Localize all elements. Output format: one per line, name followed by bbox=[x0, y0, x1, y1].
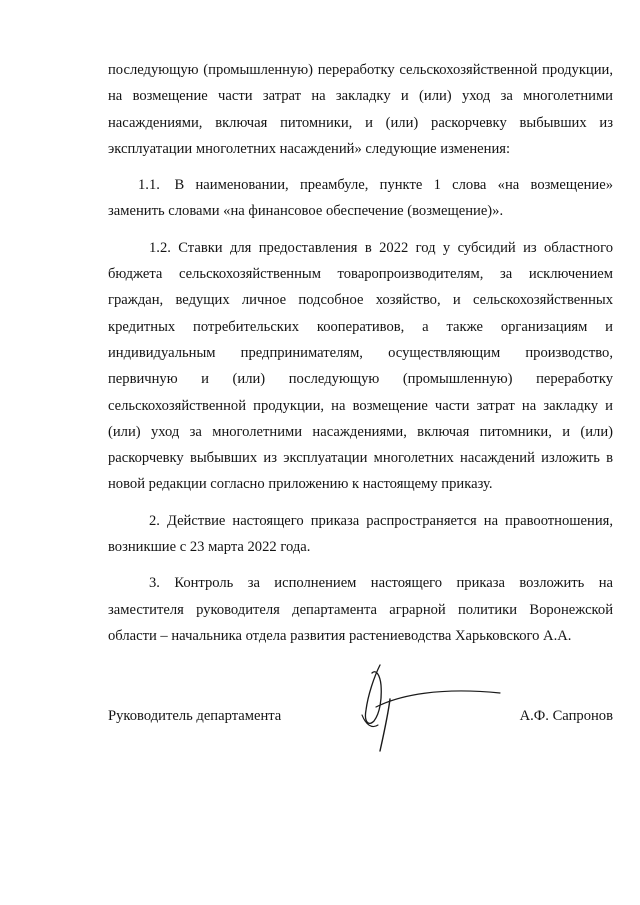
signatory-position: Руководитель департамента bbox=[108, 708, 282, 724]
handwritten-signature bbox=[350, 655, 520, 755]
paragraph-clause-2: 2. Действие настоящего приказа распространяется на правоотношения, возникшие с 23 марта 2022 года. bbox=[108, 512, 613, 556]
paragraph-clause-1-2: 1.2. Ставки для предоставления в 2022 год у субсидий из областного бюджета сельскохозяйственным товаропроизводителям, за исключением граждан, ведущих личное подсобное хозяйство, и сельскохозяйственных кредитных потребительских кооперативов, а также организациям и индивидуальным предпринимателям, осуществляющим производство, первичную и (или) последующую (промышленную) переработку сельскохозяйственной продукции, на возмещение части затрат на закладку и (или) уход за многолетними насаждениями, включая питомники, и (или) раскорчевку выбывших из эксплуатации многолетних насаждений изложить в новой редакции согласно приложению к настоящему приказу. bbox=[108, 239, 613, 493]
document-body bbox=[108, 57, 613, 649]
paragraph-clause-1-1: 1.1. В наименовании, преамбуле, пункте 1 слова «на возмещение» заменить словами «на финансовое обеспечение (возмещение)». bbox=[108, 177, 613, 220]
paragraph-continuation: последующую (промышленную) переработку сельскохозяйственной продукции, на возмещение части затрат на закладку и (или) уход за многолетними насаждениями, включая питомники, и (или) раскорчевку выбывших из эксплуатации многолетних насаждений» следующие изменения: bbox=[108, 62, 613, 157]
signature-block bbox=[108, 708, 613, 738]
signatory-name: А.Ф. Сапронов bbox=[519, 708, 613, 724]
paragraph-clause-3: 3. Контроль за исполнением настоящего приказа возложить на заместителя руководителя департамента аграрной политики Воронежской области – начальника отдела развития растениеводства Харьковского А.А. bbox=[108, 575, 613, 644]
